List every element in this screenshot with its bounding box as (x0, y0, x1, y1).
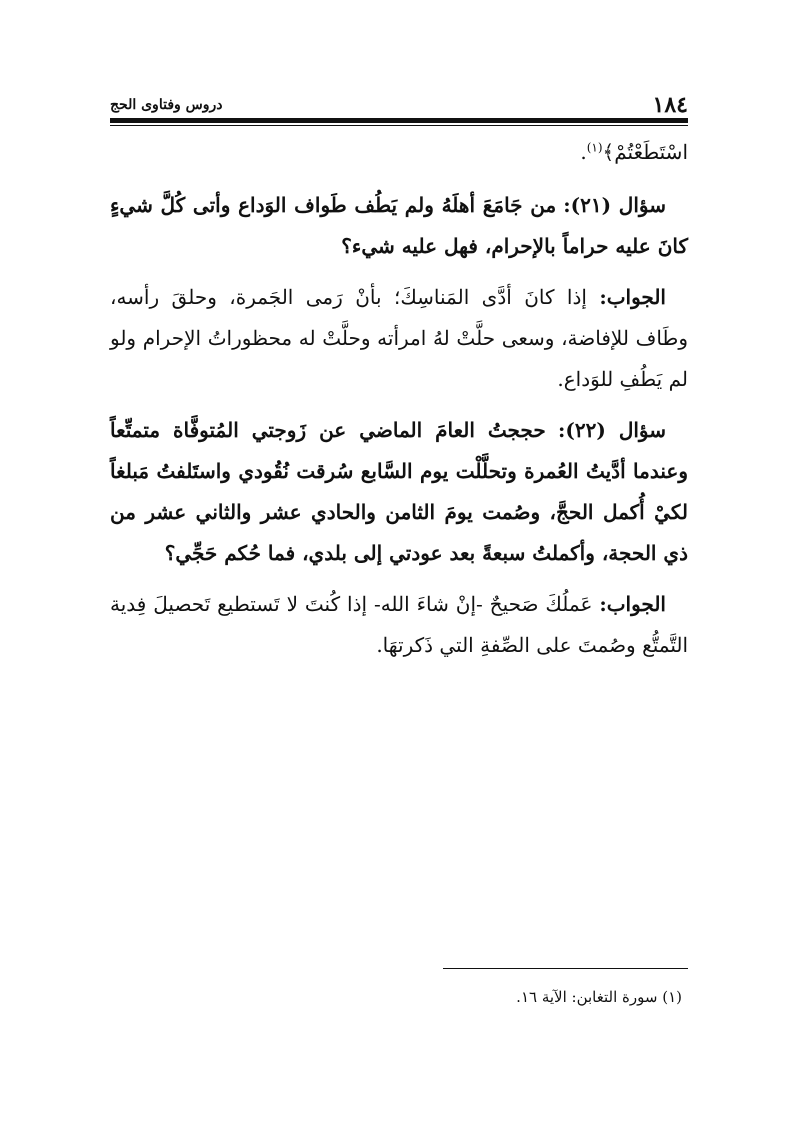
answer-21 (110, 277, 688, 400)
page-header (110, 92, 688, 118)
footnote-separator (443, 968, 688, 969)
footnote: (١) سورة التغابن: الآية ١٦. (516, 988, 682, 1006)
answer-label: الجواب: (599, 592, 666, 616)
answer-22 (110, 584, 688, 666)
question-text: من جَامَعَ أهلَهُ ولم يَطُف طَواف الوَداع وأتى كُلَّ شيءٍ كانَ عليه حراماً بالإحرام، فهل عليه شيء؟ (110, 193, 688, 258)
running-title: دروس وفتاوى الحج (110, 97, 223, 113)
question-label: سؤال (٢٢): (558, 418, 666, 442)
page-body (110, 132, 688, 676)
page-number: ١٨٤ (652, 92, 688, 118)
header-rule-thick (110, 118, 688, 123)
question-text: حججتُ العامَ الماضي عن زَوجتي المُتوفَّاة متمتِّعاً وعندما أدَّيتُ العُمرة وتحلَّلْت يوم السَّابع سُرقت نُقُودي واستَلفتُ مَبلغاً لكيْ أُكمل الحجَّ، وصُمت يومَ الثامن والحادي عشر والثاني عشر من ذي الحجة، وأكملتُ سبعةً بعد عودتي إلى بلدي، فما حُكم حَجِّي؟ (110, 418, 688, 565)
quran-verse-fragment: اسْتَطَعْتُمْ﴾ (602, 140, 688, 164)
continuation-line (110, 132, 688, 173)
header-rule-thin (110, 125, 688, 126)
answer-text: إذا كانَ أدَّى المَناسِكَ؛ بأنْ رَمى الجَمرة، وحلقَ رأسه، وطَاف للإفاضة، وسعى حلَّتْ لهُ امرأته وحلَّتْ له محظوراتُ الإحرام ولو لم يَطُفِ للوَداع. (110, 285, 688, 391)
footnote-reference: (١) (586, 140, 603, 155)
answer-label: الجواب: (599, 285, 666, 309)
question-label: سؤال (٢١): (563, 193, 666, 217)
question-21 (110, 185, 688, 267)
continuation-end: . (580, 140, 587, 164)
question-22 (110, 410, 688, 574)
answer-text: عَملُكَ صَحيحٌ -إنْ شاءَ الله- إذا كُنتَ لا تَستطيع تَحصيلَ فِدية التَّمتُّع وصُمتَ على الصِّفةِ التي ذَكرتهَا. (110, 592, 688, 657)
